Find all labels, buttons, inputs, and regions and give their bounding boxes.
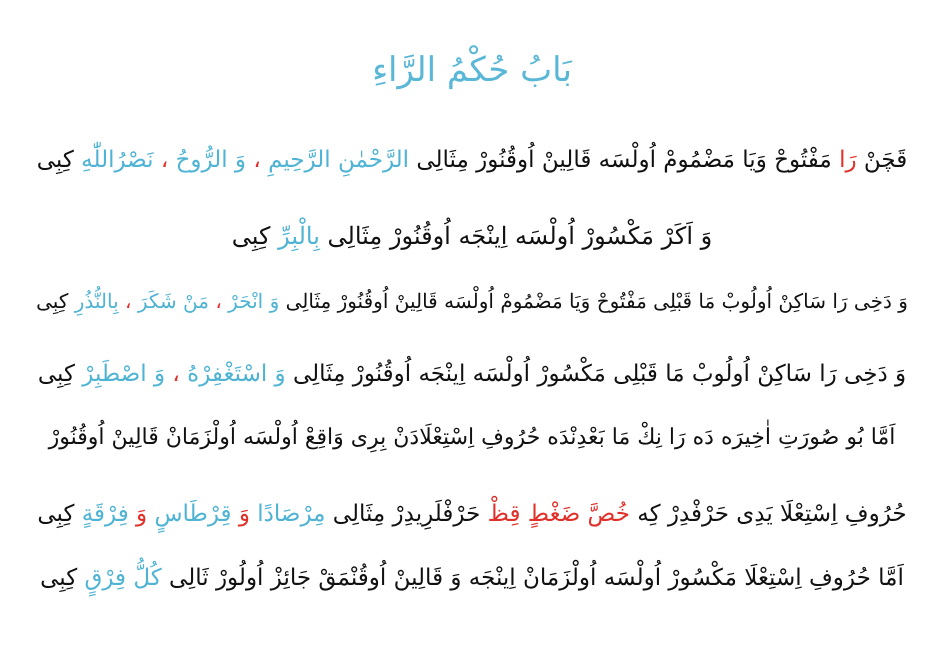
line-text: مَفْتُوحْ وَيَا مَضْمُومْ اُولْسَه قَالِينْ اُوقُنُورْ مِثَالِى: [409, 147, 840, 173]
quran-example: فِرْقَةٍ: [81, 501, 129, 527]
text-line-4: [30, 348, 914, 400]
line-text: كِبِى: [40, 565, 85, 591]
line-text: اَمَّا بُو صُورَتِ اٰخِيرَه دَه رَا نِكْ مَا بَعْدِنْدَه حُرُوفِ اِسْتِعْلَادَنْ بِرِى وَاقِعْ اُولْسَه اُولْزَمَانْ قَالِينْ اُوقُنُورْ: [48, 425, 896, 450]
text-line-1: [30, 134, 914, 186]
quran-example: وَ اصْطَبِرْ: [82, 361, 166, 387]
line-text: اَمَّا حُرُوفِ اِسْتِعْلَا مَكْسُورْ اُولْسَه اُولْزَمَانْ اِينْجَه وَ قَالِينْ اُوقُنْمَقْ جَائِزْ اُولُورْ ثَالِى: [161, 565, 904, 591]
line-text: وَ اَكَرْ مَكْسُورْ اُولْسَه اِينْجَه اُوقُنُورْ مِثَالِى: [319, 222, 713, 250]
quran-example: وَ اسْتَغْفِرْهُ: [187, 361, 286, 387]
line-text: حَرْفْلَرِيدِرْ مِثَالِى: [325, 501, 488, 527]
quran-example: وَ انْحَرْ: [228, 289, 280, 313]
quran-example: وَ الرُّوحُ: [175, 147, 247, 173]
highlight-text: وَ: [231, 501, 258, 527]
text-line-6: [30, 488, 914, 540]
highlight-text: ،: [165, 361, 188, 387]
text-line-7: [30, 552, 914, 604]
line-text: كِبِى: [231, 222, 279, 250]
quran-example: مَنْ شَكَرَ: [137, 289, 209, 313]
line-text: كِبِى: [37, 501, 82, 527]
quran-example: نَصْرُاللّٰهِ: [81, 147, 154, 173]
line-text: كِبِى: [36, 147, 82, 173]
highlight-text: خُصَّ ضَغْطٍ قِظْ: [487, 501, 630, 527]
line-text: كِبِى: [37, 361, 83, 387]
quran-example: الرَّحْمٰنِ الرَّحِيمِ: [268, 147, 410, 173]
line-text: وَ دَخِى رَا سَاكِنْ اُولُوبْ مَا قَبْلِى مَفْتُوحْ وَيَا مَضْمُومْ اُولْسَه قَالِينْ اُوقُنُورْ مِثَالِى: [279, 289, 908, 313]
text-line-2: [30, 210, 914, 262]
text-line-5: [30, 412, 914, 464]
highlight-text: وَ: [128, 501, 155, 527]
line-text: وَ دَخِى رَا سَاكِنْ اُولُوبْ مَا قَبْلِى مَكْسُورْ اُولْسَه اِينْجَه اُوقُنُورْ مِثَالِى: [285, 361, 907, 387]
quran-example: بِالْبِرِّ: [278, 222, 320, 250]
line-text: قَچَنْ: [856, 147, 908, 173]
quran-example: مِرْصَادًا: [257, 501, 326, 527]
highlight-text: رَا: [839, 147, 857, 173]
quran-example: قِرْطَاسٍ: [154, 501, 232, 527]
line-text: حُرُوفِ اِسْتِعْلَا يَدِى حَرْفْدِرْ كِه: [629, 501, 907, 527]
line-text: كِبِى: [36, 289, 75, 313]
highlight-text: ،: [118, 289, 138, 313]
quran-example: بِالنُّذُرِ: [74, 289, 119, 313]
highlight-text: ،: [208, 289, 229, 313]
highlight-text: ،: [153, 147, 176, 173]
highlight-text: ،: [246, 147, 269, 173]
chapter-title: بَابُ حُكْمُ الرَّاءِ: [372, 50, 572, 90]
quran-example: كُلُّ فِرْقٍ: [84, 565, 162, 591]
text-line-3: [30, 275, 914, 327]
